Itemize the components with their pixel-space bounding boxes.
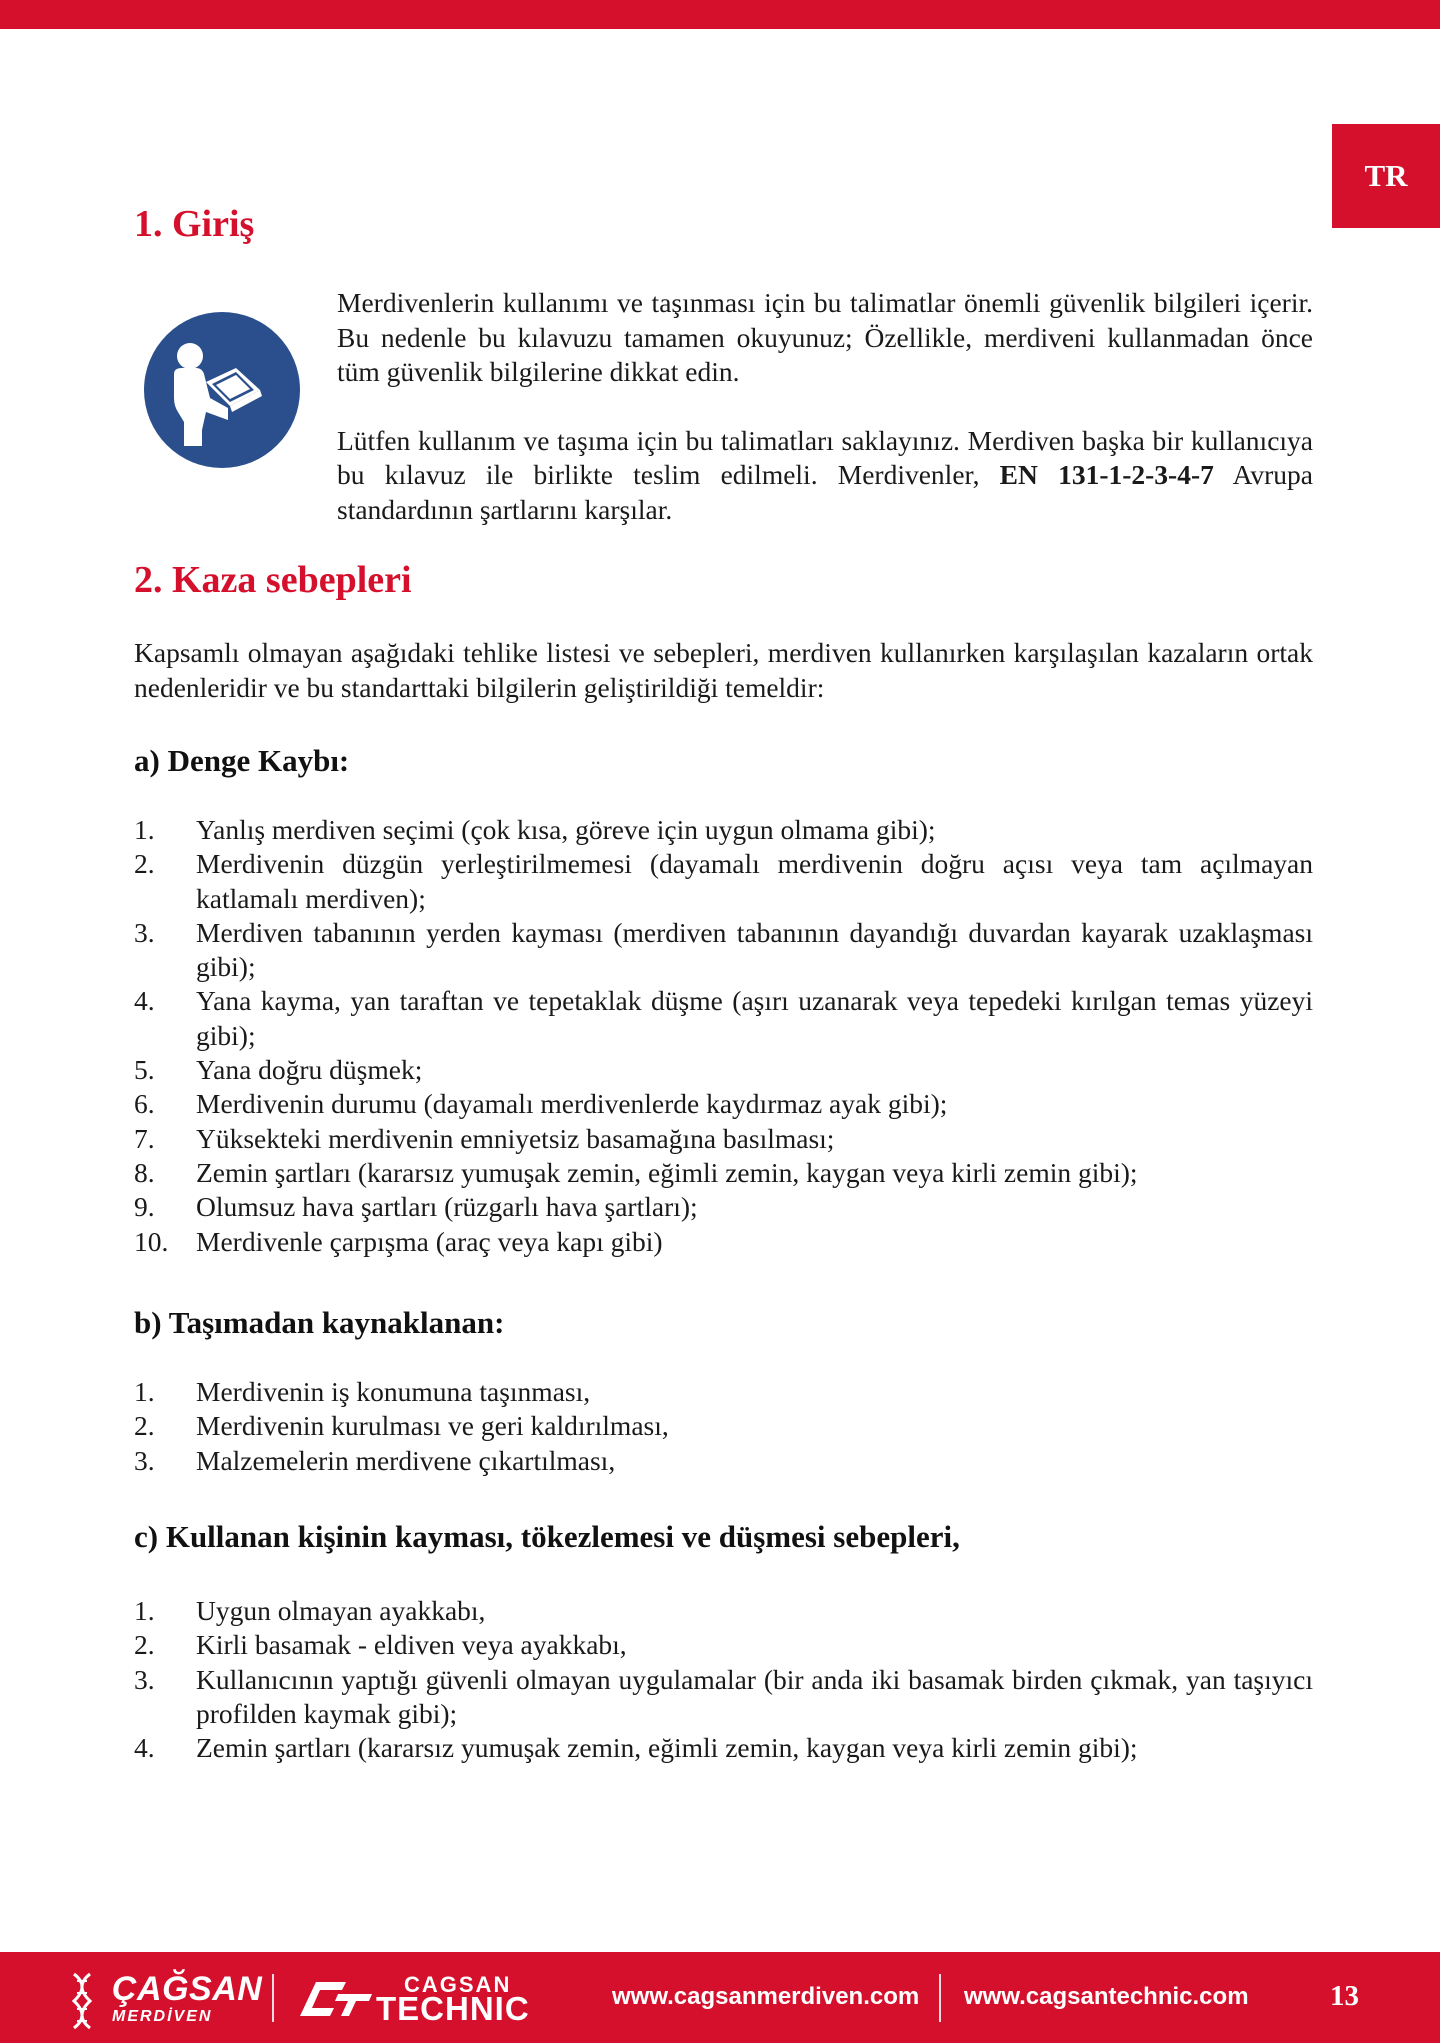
item-number: 3. bbox=[134, 1444, 155, 1476]
list-a bbox=[134, 813, 1313, 1259]
subsection-c-title: c) Kullanan kişinin kayması, tökezlemesi ve düşmesi sebepleri, bbox=[134, 1519, 960, 1554]
section-2-title: 2. Kaza sebepleri bbox=[134, 559, 412, 601]
item-number: 2. bbox=[134, 1629, 155, 1661]
intro-paragraph-2 bbox=[337, 424, 1313, 528]
item-text: Kirli basamak - eldiven veya ayakkabı, bbox=[196, 1629, 627, 1661]
list-item bbox=[134, 847, 1313, 916]
list-c bbox=[134, 1594, 1313, 1765]
item-text: Uygun olmayan ayakkabı, bbox=[196, 1595, 486, 1626]
item-text: Merdivenin kurulması ve geri kaldırılması, bbox=[196, 1410, 669, 1442]
intro-paragraph-1: Merdivenlerin kullanımı ve taşınması için bu talimatlar önemli güvenlik bilgileri içerir. Bu nedenle bu kılavuzu tamamen okuyunuz; Özellikle, merdiveni kullanmadan önce tüm güvenlik bilgilerine dikkat edin. bbox=[337, 287, 1313, 387]
list-item bbox=[134, 1087, 1313, 1121]
list-item bbox=[134, 1594, 1313, 1628]
item-number: 1. bbox=[134, 1595, 155, 1626]
item-number: 1. bbox=[134, 1376, 155, 1407]
cagsan-technic-logo bbox=[298, 1972, 548, 2027]
standard-reference: EN 131-1-2-3-4-7 bbox=[999, 459, 1214, 490]
item-number: 2. bbox=[134, 1410, 155, 1442]
section-1-title: 1. Giriş bbox=[134, 203, 255, 245]
url-cagsantechnic[interactable]: www.cagsantechnic.com bbox=[964, 1983, 1249, 2010]
read-manual-icon bbox=[144, 312, 300, 468]
ct-mark-icon bbox=[298, 1976, 374, 2022]
item-number: 8. bbox=[134, 1156, 155, 1188]
list-item bbox=[134, 916, 1313, 985]
item-text: Kullanıcının yaptığı güvenli olmayan uygulamalar (bir anda iki basamak birden çıkmak, yan taşıyıcı profilden kaymak gibi); bbox=[196, 1663, 1313, 1729]
footer-bar bbox=[0, 1952, 1440, 2043]
list-item bbox=[134, 984, 1313, 1053]
list-item bbox=[134, 1190, 1313, 1224]
item-text: Merdivenin durumu (dayamalı merdivenlerde kaydırmaz ayak gibi); bbox=[196, 1088, 948, 1120]
language-tab: TR bbox=[1332, 124, 1440, 228]
item-number: 7. bbox=[134, 1122, 155, 1154]
list-item bbox=[134, 1053, 1313, 1087]
list-item bbox=[134, 1375, 1313, 1409]
intro-paragraph-2-tail: Avrupa standardının şartlarını karşılar. bbox=[337, 459, 1313, 525]
list-item bbox=[134, 1156, 1313, 1190]
item-number: 9. bbox=[134, 1191, 155, 1223]
list-item bbox=[134, 813, 1313, 847]
logo1-name: ÇAĞSAN bbox=[112, 1970, 263, 2008]
item-text: Yana kayma, yan taraftan ve tepetaklak düşme (aşırı uzanarak veya tepedeki kırılgan temas yüzeyi gibi); bbox=[196, 985, 1313, 1051]
url-cagsanmerdiven[interactable]: www.cagsanmerdiven.com bbox=[612, 1983, 920, 2010]
page-number: 13 bbox=[1330, 1980, 1359, 2012]
item-text: Merdivenin düzgün yerleştirilmemesi (dayamalı merdivenin doğru açısı veya tam açılmayan katlamalı merdiven); bbox=[196, 848, 1313, 914]
item-number: 4. bbox=[134, 1732, 155, 1764]
list-item bbox=[134, 1225, 1313, 1259]
item-text: Zemin şartları (kararsız yumuşak zemin, eğimli zemin, kaygan veya kirli zemin gibi); bbox=[196, 1732, 1138, 1764]
footer-divider bbox=[939, 1974, 941, 2022]
logo2-bottom-text: TECHNIC bbox=[376, 1990, 530, 2027]
list-item bbox=[134, 1628, 1313, 1662]
item-text: Yüksekteki merdivenin emniyetsiz basamağına basılması; bbox=[196, 1122, 835, 1154]
item-text: Zemin şartları (kararsız yumuşak zemin, eğimli zemin, kaygan veya kirli zemin gibi); bbox=[196, 1156, 1138, 1188]
logo2-top-text: CAGSAN bbox=[404, 1972, 512, 1997]
item-number: 10. bbox=[134, 1225, 169, 1257]
item-text: Malzemelerin merdivene çıkartılması, bbox=[196, 1444, 616, 1476]
item-number: 3. bbox=[134, 1663, 155, 1695]
item-number: 2. bbox=[134, 848, 155, 880]
subsection-a-title: a) Denge Kaybı: bbox=[134, 743, 350, 778]
item-text: Yanlış merdiven seçimi (çok kısa, göreve için uygun olmama gibi); bbox=[196, 814, 936, 845]
subsection-b-title: b) Taşımadan kaynaklanan: bbox=[134, 1305, 505, 1340]
list-item bbox=[134, 1663, 1313, 1732]
item-text: Olumsuz hava şartları (rüzgarlı hava şartları); bbox=[196, 1191, 698, 1223]
section-2-intro bbox=[134, 636, 1313, 705]
list-b bbox=[134, 1375, 1313, 1478]
list-item bbox=[134, 1731, 1313, 1765]
item-text: Yana doğru düşmek; bbox=[196, 1054, 423, 1086]
logo1-subtitle: MERDİVEN bbox=[112, 2008, 213, 2025]
item-text: Merdivenin iş konumuna taşınması, bbox=[196, 1376, 591, 1407]
item-number: 4. bbox=[134, 985, 155, 1017]
footer-divider bbox=[272, 1974, 274, 2022]
intro-paragraph-2-text: Lütfen kullanım ve taşıma için bu talimatları saklayınız. Merdiven başka bir kullanıcıya bu kılavuz ile birlikte teslim edilmeli. Merdivenler, bbox=[337, 424, 1313, 490]
item-number: 3. bbox=[134, 916, 155, 948]
intro-text bbox=[337, 286, 1313, 527]
item-text: Merdiven tabanının yerden kayması (merdiven tabanının dayandığı duvardan kayarak uzaklaşması gibi); bbox=[196, 916, 1313, 983]
item-number: 6. bbox=[134, 1088, 155, 1120]
item-number: 1. bbox=[134, 814, 155, 845]
list-item bbox=[134, 1122, 1313, 1156]
cagsan-merdiven-logo bbox=[70, 1968, 263, 2028]
item-text: Merdivenle çarpışma (araç veya kapı gibi) bbox=[196, 1225, 663, 1257]
list-item bbox=[134, 1409, 1313, 1443]
dna-icon bbox=[70, 1972, 94, 2030]
item-number: 5. bbox=[134, 1054, 155, 1086]
section-2-intro-paragraph: Kapsamlı olmayan aşağıdaki tehlike listesi ve sebepleri, merdiven kullanırken karşılaşılan kazaların ortak nedenleridir ve bu standarttaki bilgilerin geliştirildiği temeldir: bbox=[134, 637, 1313, 703]
top-accent-bar bbox=[0, 0, 1440, 29]
list-item bbox=[134, 1444, 1313, 1478]
